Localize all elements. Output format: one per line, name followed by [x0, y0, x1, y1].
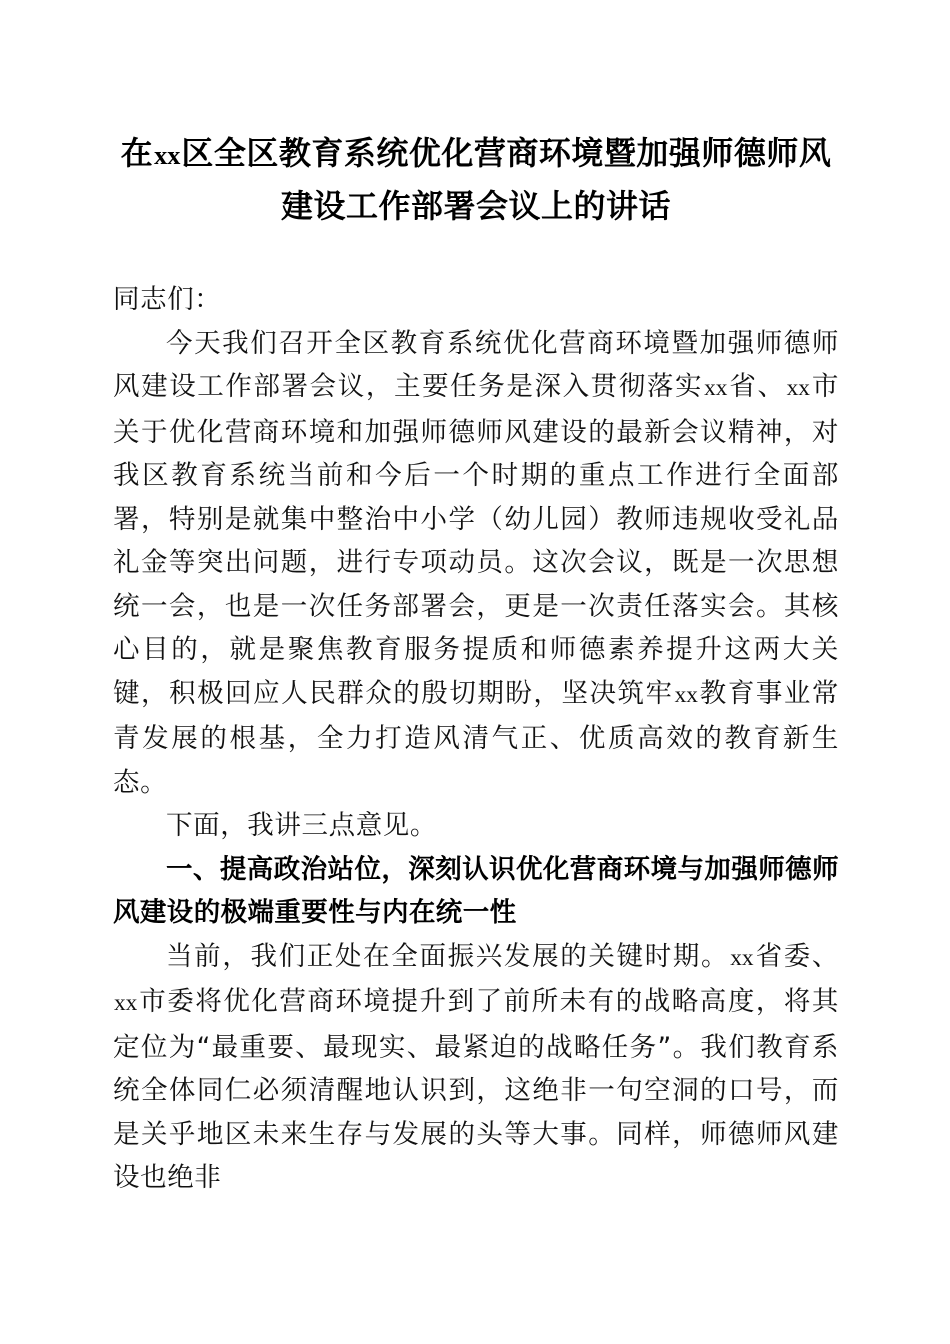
latin-run: xx [674, 681, 698, 708]
paragraph-section-one-body: 当前，我们正处在全面振兴发展的关键时期。xx省委、xx市委将优化营商环境提升到了前所未有的战略高度，将其定位为“最重要、最现实、最紧迫的战略任务”。我们教育系统全体同仁必须清醒地认识到，这绝非一句空洞的口号，而是关乎地区未来生存与发展的头等大事。同样，师德师风建设也绝非 [113, 940, 839, 1193]
section-heading-one: 一、提高政治站位，深刻认识优化营商环境与加强师德师风建设的极端重要性与内在统一性 [113, 853, 839, 928]
salutation: 同志们： [113, 284, 222, 315]
latin-run: xx [704, 375, 728, 401]
latin-run: xx [154, 141, 181, 170]
latin-run: xx [786, 375, 810, 401]
latin-run: xx [730, 944, 754, 971]
page-title: 在xx区全区教育系统优化营商环境暨加强师德师风建设工作部署会议上的讲话 [120, 135, 832, 224]
paragraph-intro: 今天我们召开全区教育系统优化营商环境暨加强师德师风建设工作部署会议，主要任务是深入贯彻落实xx省、xx市关于优化营商环境和加强师德师风建设的最新会议精神，对我区教育系统当前和今后一个时期的重点工作进行全面部署，特别是就集中整治中小学（幼儿园）教师违规收受礼品礼金等突出问题，进行专项动员。这次会议，既是一次思想统一会，也是一次任务部署会，更是一次责任落实会。其核心目的，就是聚焦教育服务提质和师德素养提升这两大关键，积极回应人民群众的殷切期盼，坚决筑牢xx教育事业常青发展的根基，全力打造风清气正、优质高效的教育新生态。 [113, 327, 840, 798]
paragraph-transition: 下面，我讲三点意见。 [166, 810, 437, 841]
document-body [113, 0, 839, 1200]
latin-run: xx [114, 990, 138, 1016]
